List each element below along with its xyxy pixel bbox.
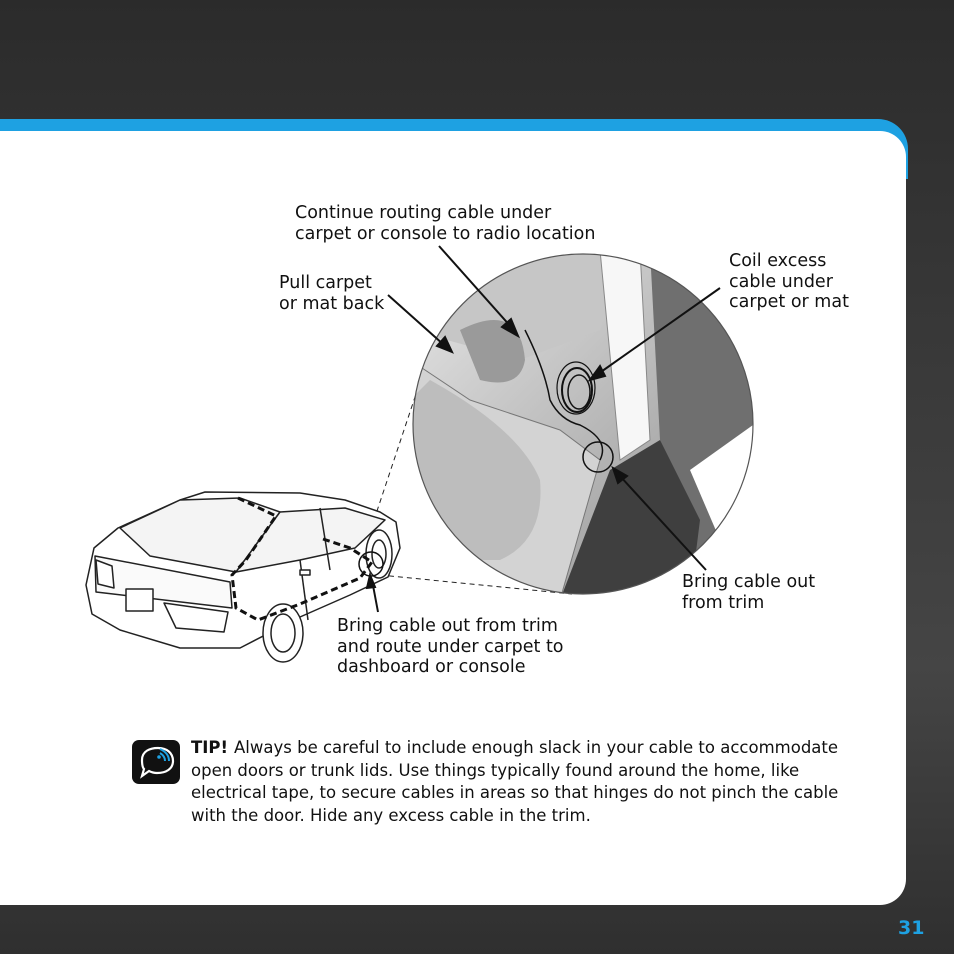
label-bring-out-route: Bring cable out from trim and route under carpet to dashboard or console [337,616,564,677]
interior-detail-view [410,250,760,600]
label-coil-excess: Coil excess cable under carpet or mat [729,251,849,312]
page-number: 31 [898,917,925,939]
label-pull-carpet: Pull carpet or mat back [279,273,385,314]
tip-text: Always be careful to include enough slack in your cable to accommodate open doors or trunk lids. Use things typically found around the home, like electrical tape, to secure cables in areas so that hinges do not pinch the cable with the door. Hide any excess cable in the trim. [191,738,839,825]
tip-heading: TIP! [191,738,229,757]
zoom-guide-line-top [374,394,416,520]
label-bring-out-trim: Bring cable out from trim [682,572,816,613]
speech-bubble-icon [132,740,180,784]
label-continue-routing: Continue routing cable under carpet or console to radio location [295,203,596,244]
tip-paragraph [191,737,866,827]
